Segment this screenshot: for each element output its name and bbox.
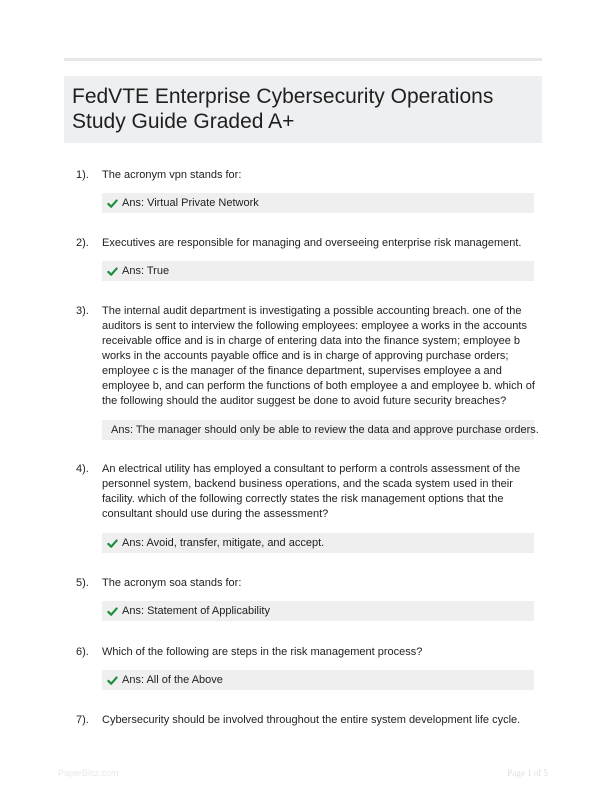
question-text: The acronym soa stands for: — [102, 577, 242, 589]
title-banner — [64, 76, 542, 143]
question-text: The acronym vpn stands for: — [102, 169, 242, 181]
check-icon — [107, 606, 118, 617]
question-number: 4). — [76, 463, 89, 475]
answer-box — [102, 601, 534, 621]
page-number: Page 1 of 5 — [507, 768, 548, 778]
top-divider — [64, 58, 542, 61]
answer-text: Ans: The manager should only be able to review the data and approve purchase orders. — [111, 424, 539, 436]
answer-box — [102, 193, 534, 213]
question-text: The internal audit department is investigating a possible accounting breach. one of the auditors is sent to interview the following employees: employee a works in the accounts receivable office and is in charge of entering data into the finance system; employee b works in the accounts payable office and is in charge of approving purchase orders; employee c is the manager of the finance department, supervises employee a and employee b, and can perform the functions of both employee a and employee b. which of the following should the auditor suggest be done to avoid future security breaches? — [102, 305, 535, 407]
answer-text: Ans: Avoid, transfer, mitigate, and accept. — [122, 537, 325, 549]
answer-text: Ans: All of the Above — [122, 674, 223, 686]
answer-box — [102, 420, 539, 440]
question-number: 5). — [76, 577, 89, 589]
question-text: Cybersecurity should be involved throughout the entire system development life cycle. — [102, 714, 521, 726]
question-text: Which of the following are steps in the risk management process? — [102, 646, 423, 658]
answer-text: Ans: True — [122, 265, 170, 277]
answer-text: Ans: Statement of Applicability — [122, 605, 270, 617]
question-number: 1). — [76, 169, 89, 181]
answer-box — [102, 261, 534, 281]
answer-box — [102, 533, 534, 553]
question-text: An electrical utility has employed a consultant to perform a controls assessment of the personnel system, backend business operations, and the scada system used in their facility. which of the following correctly states the risk management options that the consultant should use during the assessment? — [102, 463, 521, 520]
question-text: Executives are responsible for managing and overseeing enterprise risk management. — [102, 237, 522, 249]
answer-box — [102, 670, 534, 690]
check-icon — [107, 538, 118, 549]
check-icon — [107, 198, 118, 209]
answer-text: Ans: Virtual Private Network — [122, 197, 259, 209]
question-number: 2). — [76, 237, 89, 249]
question-number: 6). — [76, 646, 89, 658]
question-number: 7). — [76, 714, 89, 726]
document-title: FedVTE Enterprise Cybersecurity Operations Study Guide Graded A+ — [72, 85, 494, 133]
footer-site-watermark: PaperBlitz.com — [58, 768, 119, 778]
check-icon — [107, 266, 118, 277]
check-icon — [107, 675, 118, 686]
question-number: 3). — [76, 305, 89, 317]
